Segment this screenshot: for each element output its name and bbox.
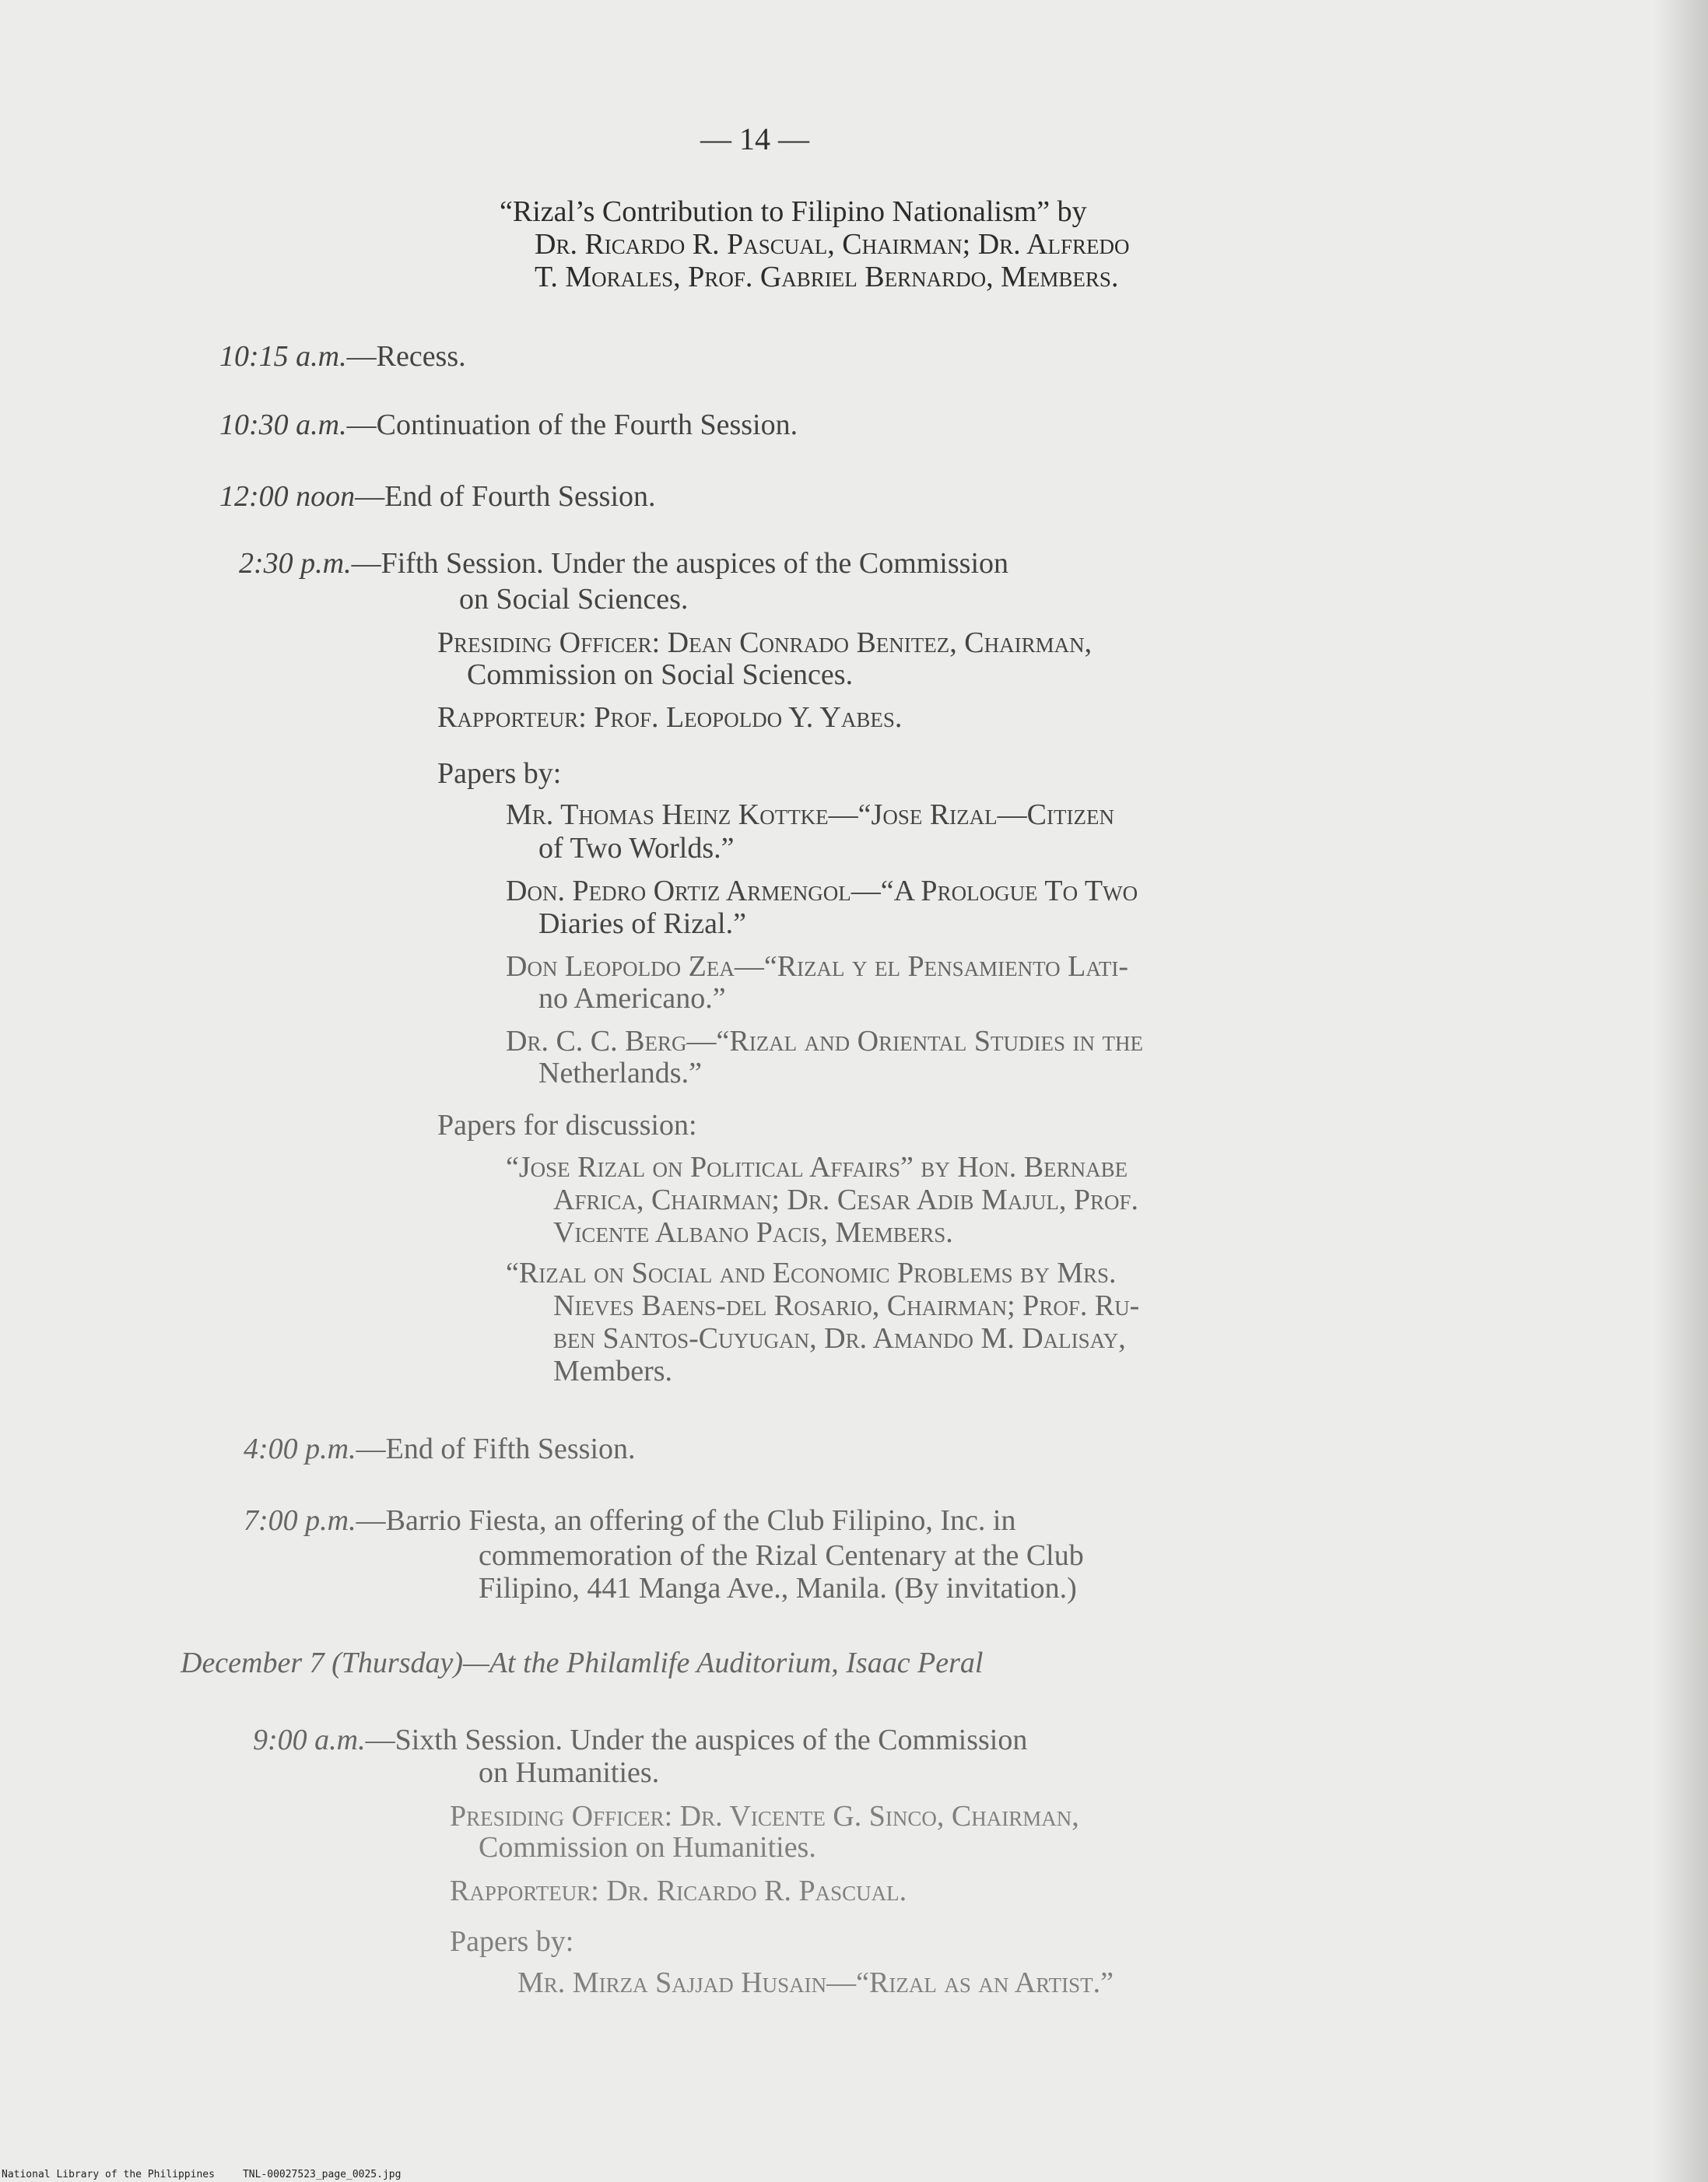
end-fourth-text: —End of Fourth Session. (355, 480, 656, 513)
fifth-paper-2-line-1: Don. Pedro Ortiz Armengol—“A Prologue To Two (506, 875, 1138, 907)
fiesta-line-3: Filipino, 441 Manga Ave., Manila. (By invitation.) (479, 1572, 1077, 1605)
sixth-rapporteur: Rapporteur: Dr. Ricardo R. Pascual. (450, 1875, 907, 1907)
fifth-rapporteur: Rapporteur: Prof. Leopoldo Y. Yabes. (437, 701, 903, 734)
sixth-presiding-line-2: Commission on Humanities. (479, 1831, 816, 1864)
recess-time: 10:15 a.m. (219, 340, 347, 373)
sixth-paper-1: Mr. Mirza Sajjad Husain—“Rizal as an Artist.” (517, 1966, 1114, 1999)
discussion-2-line-1: “Rizal on Social and Economic Problems by Mrs. (506, 1257, 1117, 1289)
fifth-session-time: 2:30 p.m. (239, 547, 352, 580)
fifth-paper-3-line-2: no Americano.” (538, 982, 726, 1015)
fifth-presiding-line-1: Presiding Officer: Dean Conrado Benitez, Chairman, (437, 626, 1092, 659)
discussion-1-line-3: Vicente Albano Pacis, Members. (553, 1216, 953, 1249)
sixth-presiding-line-1: Presiding Officer: Dr. Vicente G. Sinco, Chairman, (450, 1800, 1079, 1833)
day-heading-date: December 7 (181, 1647, 324, 1679)
end-fourth-time: 12:00 noon (219, 480, 356, 513)
header-paper-line-2: Dr. Ricardo R. Pascual, Chairman; Dr. Alfredo (535, 228, 1130, 261)
end-fifth-time: 4:00 p.m. (244, 1433, 356, 1465)
fifth-paper-3-line-1: Don Leopoldo Zea—“Rizal y el Pensamiento Lati- (506, 950, 1129, 983)
continuation-time: 10:30 a.m. (219, 409, 347, 441)
sixth-session-time: 9:00 a.m. (253, 1724, 366, 1756)
recess-entry (219, 338, 466, 375)
discussion-2-line-4: Members. (553, 1355, 673, 1387)
fifth-session-text: —Fifth Session. Under the auspices of the Commission (351, 547, 1008, 580)
fifth-papers-by-label: Papers by: (437, 757, 562, 790)
recess-text: —Recess. (346, 340, 466, 373)
header-paper-line-3: T. Morales, Prof. Gabriel Bernardo, Members. (535, 261, 1119, 293)
sixth-session-line-2: on Humanities. (479, 1756, 660, 1789)
discussion-2-line-2: Nieves Baens-del Rosario, Chairman; Prof. Ru- (553, 1289, 1140, 1322)
footer-file: TNL-00027523_page_0025.jpg (242, 2169, 402, 2180)
fifth-paper-4-line-1: Dr. C. C. Berg—“Rizal and Oriental Studies in the (506, 1025, 1144, 1058)
day-heading-venue: —At the Philamlife Auditorium, Isaac Peral (463, 1647, 984, 1679)
day-heading-weekday: (Thursday) (331, 1647, 464, 1679)
fiesta-line-2: commemoration of the Rizal Centenary at the Club (479, 1539, 1084, 1572)
fifth-paper-4-line-2: Netherlands.” (538, 1057, 702, 1089)
sixth-papers-by-label: Papers by: (450, 1925, 574, 1958)
scan-edge-shadow (1654, 0, 1708, 2182)
discussion-1-line-1: “Jose Rizal on Political Affairs” by Hon. Bernabe (506, 1151, 1128, 1184)
fifth-discussion-label: Papers for discussion: (437, 1109, 697, 1142)
continuation-entry (219, 406, 798, 444)
fifth-session-line-1 (239, 545, 1008, 582)
fiesta-line-1 (244, 1502, 1015, 1539)
header-paper-line-1: “Rizal’s Contribution to Filipino Nationalism” by (500, 195, 1087, 228)
fifth-paper-1-line-2: of Two Worlds.” (538, 832, 735, 865)
scan-footer (2, 2169, 429, 2180)
fifth-paper-2-line-2: Diaries of Rizal.” (538, 907, 746, 940)
fiesta-text: —Barrio Fiesta, an offering of the Club Filipino, Inc. in (356, 1504, 1016, 1537)
page-number: — 14 — (700, 121, 809, 156)
sixth-session-line-1 (253, 1721, 1027, 1759)
fiesta-time: 7:00 p.m. (244, 1504, 356, 1537)
fifth-paper-1-line-1: Mr. Thomas Heinz Kottke—“Jose Rizal—Citizen (506, 798, 1114, 831)
end-fifth-session-entry (244, 1430, 636, 1468)
continuation-text: —Continuation of the Fourth Session. (346, 409, 798, 441)
footer-library: National Library of the Philippines (2, 2169, 215, 2180)
day-heading (181, 1644, 983, 1682)
discussion-2-line-3: ben Santos-Cuyugan, Dr. Amando M. Dalisay, (553, 1322, 1126, 1355)
end-fifth-text: —End of Fifth Session. (356, 1433, 636, 1465)
fifth-presiding-line-2: Commission on Social Sciences. (467, 658, 854, 691)
sixth-session-text: —Sixth Session. Under the auspices of the Commission (365, 1724, 1028, 1756)
fifth-session-line-2: on Social Sciences. (459, 583, 689, 616)
end-fourth-session-entry (219, 478, 656, 515)
discussion-1-line-2: Africa, Chairman; Dr. Cesar Adib Majul, Prof. (553, 1184, 1138, 1216)
